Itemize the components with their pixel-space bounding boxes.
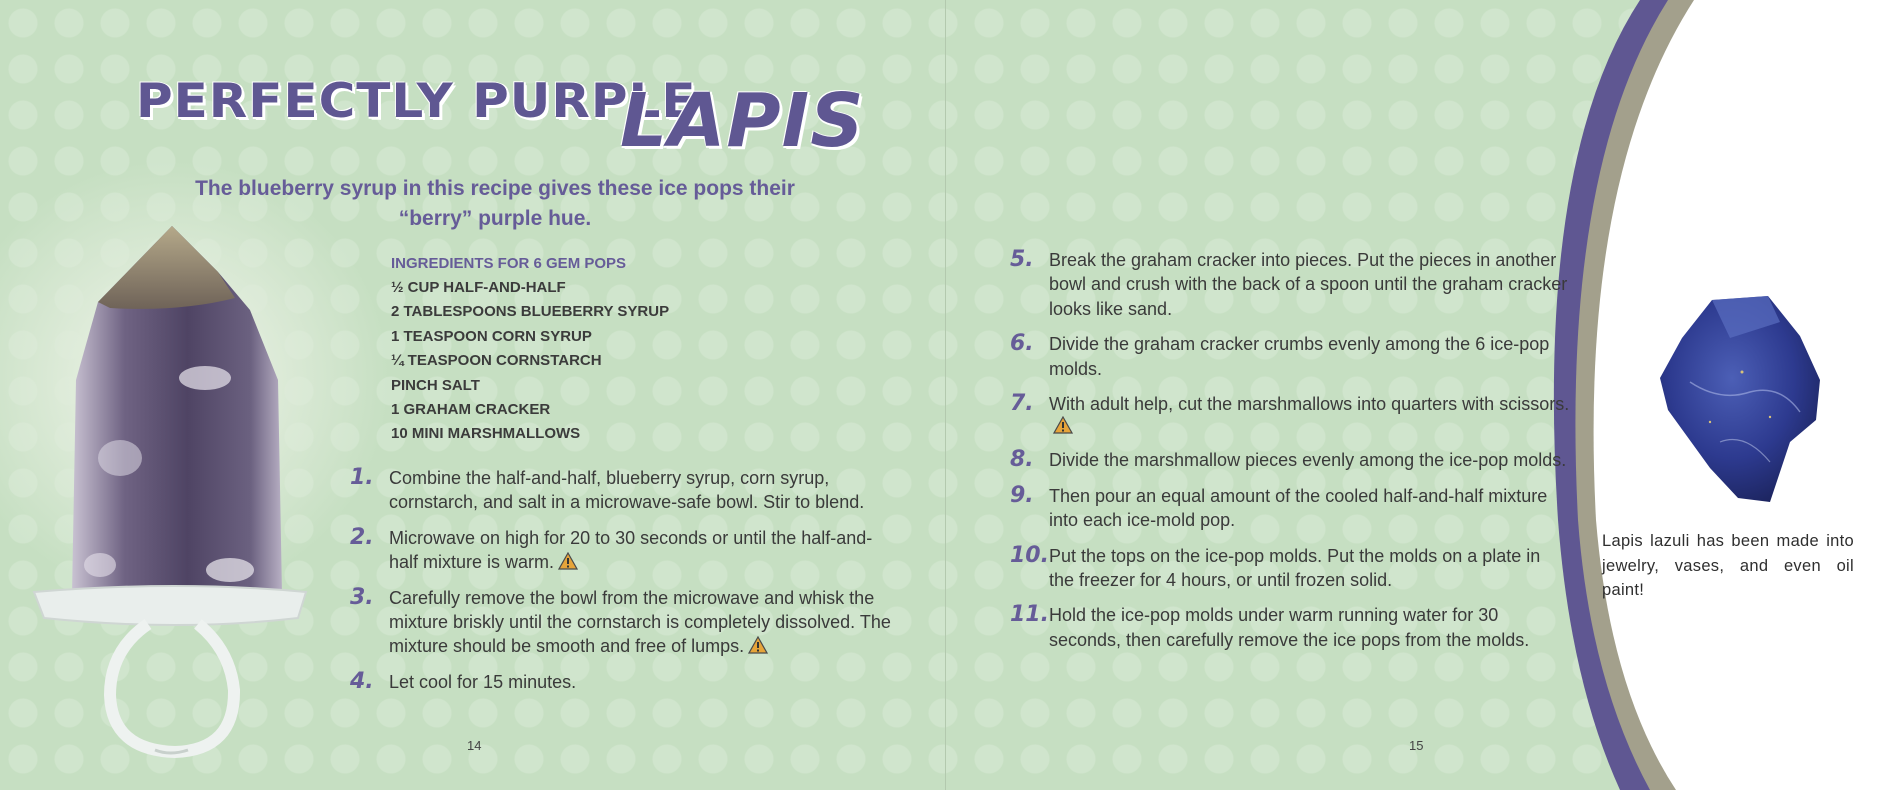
ingredient-item: 1 GRAHAM CRACKER <box>391 401 551 419</box>
ingredient-item: 10 MINI MARSHMALLOWS <box>391 425 581 443</box>
book-spine <box>945 0 946 790</box>
step-number: 8. <box>1010 447 1034 473</box>
step-number: 6. <box>1010 331 1034 357</box>
step-number: 11. <box>1010 602 1049 628</box>
recipe-step <box>1010 332 1570 381</box>
step-text: Then pour an equal amount of the cooled half-and-half mixture into each ice-mold pop. <box>1049 485 1548 531</box>
recipe-step <box>350 526 895 575</box>
step-text: Carefully remove the bowl from the microwave and whisk the mixture briskly until the cornstarch is completely dissolved. The mixture should be smooth and free of lumps. <box>389 587 891 657</box>
recipe-step <box>1010 448 1570 472</box>
step-number: 9. <box>1010 482 1034 508</box>
step-number: 4. <box>350 668 374 694</box>
warning-triangle-icon <box>1053 416 1073 434</box>
title-main: PERFECTLY PURPLE <box>136 73 697 129</box>
ingredient-item: ½ CUP HALF-AND-HALF <box>391 279 566 296</box>
steps-right-page <box>1010 248 1570 663</box>
step-text: Combine the half-and-half, blueberry syrup, corn syrup, cornstarch, and salt in a microwave-safe bowl. Stir to blend. <box>389 468 865 513</box>
ingredient-item: 1 TEASPOON CORN SYRUP <box>391 327 592 345</box>
step-number: 1. <box>350 465 374 490</box>
intro-text: The blueberry syrup in this recipe gives these ice pops their “berry” purple hue. <box>195 177 795 230</box>
recipe-step <box>1010 603 1570 652</box>
page-number-right: 15 <box>1409 738 1424 753</box>
title-accent: LAPIS <box>620 78 865 164</box>
recipe-step <box>350 586 895 659</box>
recipe-step <box>350 466 895 515</box>
step-number: 10. <box>1010 542 1049 568</box>
steps-left-page <box>350 466 895 705</box>
step-text: Divide the graham cracker crumbs evenly among the 6 ice-pop molds. <box>1049 334 1550 379</box>
side-caption: Lapis lazuli has been made into jewelry, vases, and even oil paint! <box>1602 532 1854 599</box>
ingredient-item: 2 TABLESPOONS BLUEBERRY SYRUP <box>391 303 670 321</box>
warning-triangle-icon <box>558 552 578 570</box>
recipe-step <box>1010 484 1570 533</box>
step-text: Let cool for 15 minutes. <box>389 671 577 692</box>
step-number: 3. <box>350 584 374 610</box>
recipe-step <box>350 670 895 694</box>
step-number: 2. <box>350 524 374 550</box>
step-text: Microwave on high for 20 to 30 seconds or until the half-and-half mixture is warm. <box>389 527 873 573</box>
step-text: Break the graham cracker into pieces. Put the pieces in another bowl and crush with the back of a spoon until the graham cracker looks like sand. <box>1049 250 1568 319</box>
lapis-lazuli-gem-image <box>1650 292 1830 512</box>
recipe-step <box>1010 392 1570 437</box>
ingredients-heading: INGREDIENTS FOR 6 GEM POPS <box>391 255 627 272</box>
step-text: With adult help, cut the marshmallows into quarters with scissors. <box>1049 394 1570 415</box>
step-number: 7. <box>1010 391 1034 417</box>
step-text: Divide the marshmallow pieces evenly among the ice-pop molds. <box>1049 450 1567 471</box>
page-title <box>136 70 865 164</box>
recipe-step <box>1010 248 1570 321</box>
ingredient-item: ¼ TEASPOON CORNSTARCH <box>391 352 602 370</box>
page-number-left: 14 <box>467 738 482 753</box>
ingredients-list <box>391 252 731 447</box>
step-text: Hold the ice-pop molds under warm running water for 30 seconds, then carefully remove the ice pops from the molds. <box>1049 605 1530 650</box>
step-number: 5. <box>1010 247 1034 272</box>
ingredient-item: PINCH SALT <box>391 376 480 394</box>
warning-triangle-icon <box>748 636 768 654</box>
recipe-step <box>1010 544 1570 593</box>
ice-pop-ring-image <box>30 220 320 760</box>
step-text: Put the tops on the ice-pop molds. Put the molds on a plate in the freezer for 4 hours, or until frozen solid. <box>1049 545 1541 591</box>
